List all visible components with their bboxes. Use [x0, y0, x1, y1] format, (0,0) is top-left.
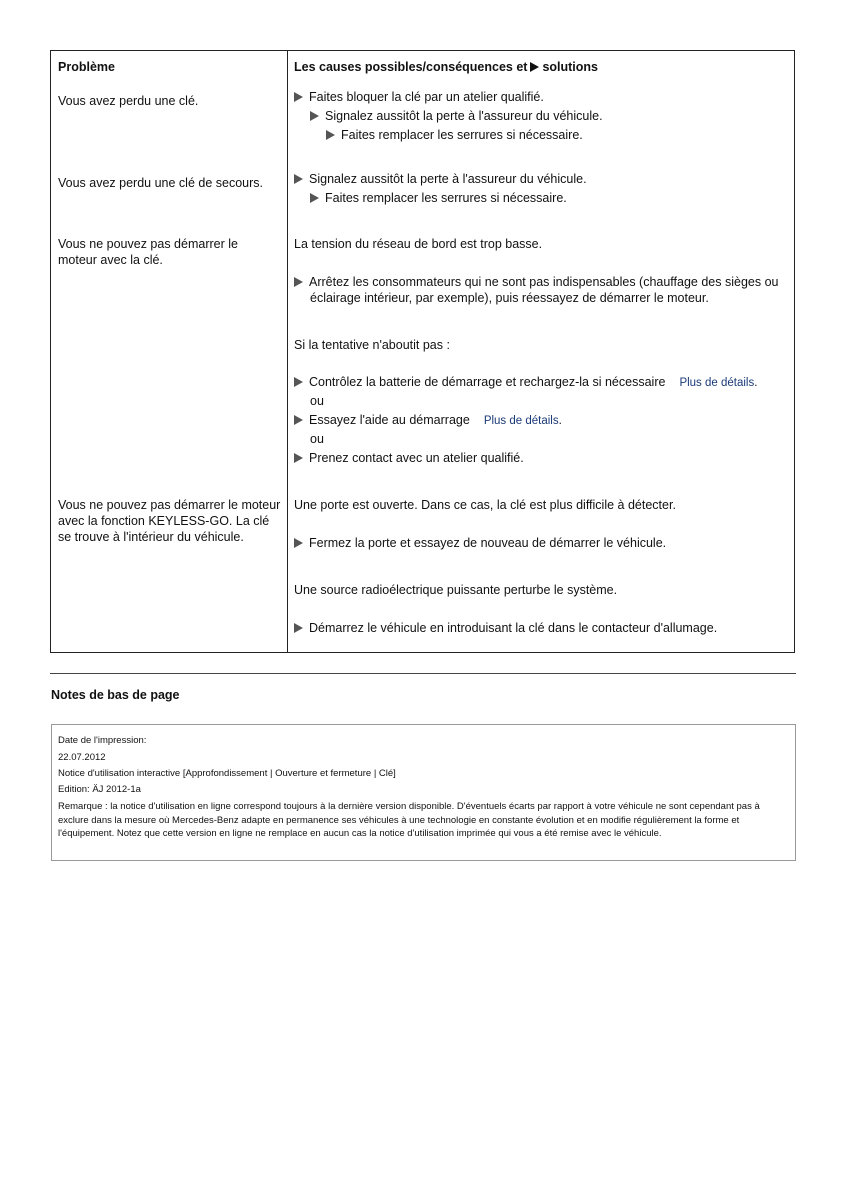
problem-lost-key: Vous avez perdu une clé.	[58, 94, 199, 108]
arrow-icon	[294, 538, 303, 548]
footnotes-heading: Notes de bas de page	[51, 688, 180, 702]
arrow-icon	[294, 92, 303, 102]
header-solutions-suffix: solutions	[542, 60, 599, 74]
arrow-icon	[530, 62, 539, 72]
solution-step	[294, 274, 784, 306]
edition: Edition: ÄJ 2012-1a	[58, 784, 141, 795]
print-date-label: Date de l'impression:	[58, 735, 147, 746]
step-text: Contrôlez la batterie de démarrage et rechargez-la si nécessaire	[309, 375, 666, 389]
step-text: Faites remplacer les serrures si nécessaire.	[341, 128, 583, 142]
problem-cannot-start-key: Vous ne pouvez pas démarrer le moteur avec la clé.	[58, 237, 238, 267]
step-text: Démarrez le véhicule en introduisant la clé dans le contacteur d'allumage.	[309, 621, 718, 635]
solution-step: Essayez l'aide au démarrage Plus de détails.	[294, 412, 562, 429]
step-text: Arrêtez les consommateurs qui ne sont pas indispensables (chauffage des sièges ou éclairage intérieur, par exemple), puis réessayez de démarrer le moteur.	[309, 275, 779, 305]
cause-text: Une source radioélectrique puissante perturbe le système.	[294, 583, 618, 597]
step-text: Fermez la porte et essayez de nouveau de démarrer le véhicule.	[309, 536, 667, 550]
step-text: Faites remplacer les serrures si nécessaire.	[325, 191, 567, 205]
step-text: Essayez l'aide au démarrage	[309, 413, 470, 427]
arrow-icon	[294, 277, 303, 287]
manual-reference: Notice d'utilisation interactive [Approfondissement | Ouverture et fermeture | Clé]	[58, 768, 396, 779]
step-text: Faites bloquer la clé par un atelier qualifié.	[309, 90, 544, 104]
solution-step	[294, 450, 524, 466]
cause-text: Si la tentative n'aboutit pas :	[294, 338, 450, 352]
solution-step	[294, 620, 717, 636]
arrow-icon	[294, 453, 303, 463]
solution-step: Contrôlez la batterie de démarrage et rechargez-la si nécessaire Plus de détails.	[294, 374, 757, 391]
arrow-icon	[294, 415, 303, 425]
or-text: ou	[310, 432, 324, 446]
or-text: ou	[310, 394, 324, 408]
footnotes-box	[51, 724, 796, 861]
cause-text: La tension du réseau de bord est trop basse.	[294, 237, 543, 251]
solution-step	[310, 108, 603, 124]
step-text: Signalez aussitôt la perte à l'assureur du véhicule.	[325, 109, 603, 123]
arrow-icon	[326, 130, 335, 140]
cause-text: Une porte est ouverte. Dans ce cas, la clé est plus difficile à détecter.	[294, 498, 676, 512]
header-problem: Problème	[58, 60, 115, 74]
print-date: 22.07.2012	[58, 752, 106, 763]
solution-step	[294, 171, 587, 187]
problem-lost-spare-key: Vous avez perdu une clé de secours.	[58, 176, 263, 190]
solution-step	[294, 89, 544, 105]
details-link[interactable]: Plus de détails	[483, 415, 559, 427]
divider-line	[50, 673, 796, 674]
disclaimer: Remarque : la notice d'utilisation en ligne correspond toujours à la dernière version disponible. D'éventuels écarts par rapport à votre véhicule ne sont cependant pas à exclure dans la mesure où Mercedes-Benz adapte en permanence ses véhicules à une technologie en constante évolution et en modifie régulièrement la forme et l'équipement. Notez que cette version en ligne ne remplace en aucun cas la notice d'utilisation imprimée qui vous a été remise avec le véhicule.	[58, 801, 760, 839]
arrow-icon	[310, 111, 319, 121]
header-solutions-text: Les causes possibles/conséquences et	[294, 60, 528, 74]
details-link[interactable]: Plus de détails	[679, 377, 755, 389]
header-solutions	[294, 59, 598, 75]
troubleshooting-table	[50, 50, 795, 653]
step-text: Prenez contact avec un atelier qualifié.	[309, 451, 524, 465]
column-divider	[287, 51, 288, 652]
solution-step	[294, 535, 666, 551]
solution-step	[310, 190, 567, 206]
arrow-icon	[310, 193, 319, 203]
solution-step	[326, 127, 583, 143]
arrow-icon	[294, 623, 303, 633]
arrow-icon	[294, 174, 303, 184]
problem-cannot-start-keyless: Vous ne pouvez pas démarrer le moteur avec la fonction KEYLESS-GO. La clé se trouve à l'intérieur du véhicule.	[58, 498, 281, 544]
arrow-icon	[294, 377, 303, 387]
step-text: Signalez aussitôt la perte à l'assureur du véhicule.	[309, 172, 587, 186]
